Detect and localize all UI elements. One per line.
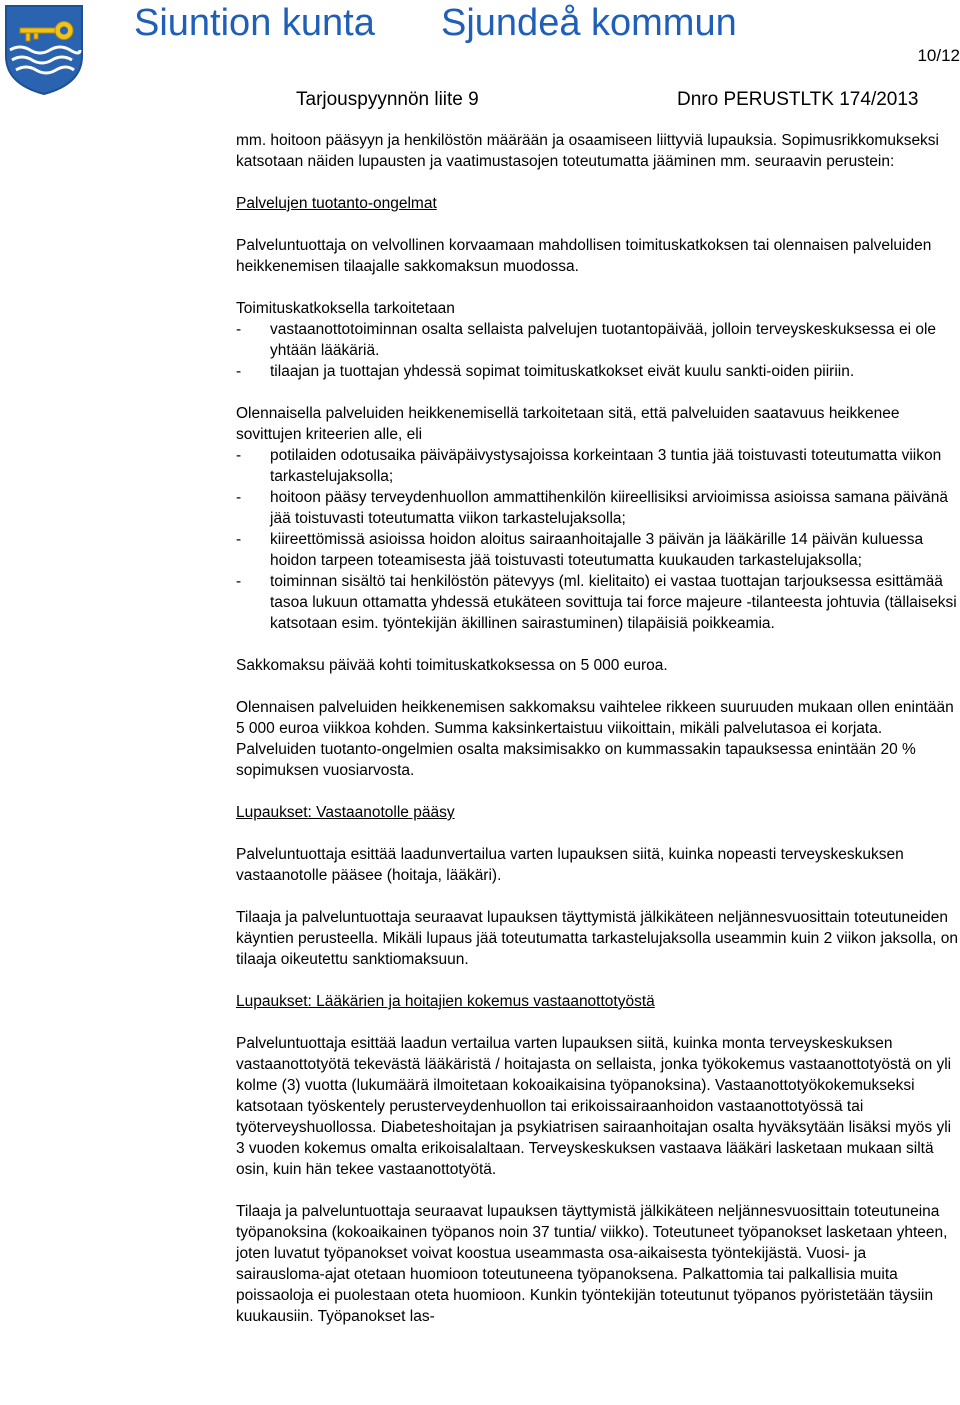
municipality-name-fi: Siuntion kunta — [134, 2, 375, 44]
paragraph: Tilaaja ja palveluntuottaja seuraavat lupauksen täyttymistä jälkikäteen neljännesvuosittain toteutuneina työpanoksina (kokoaikainen työpanos noin 37 tuntia/ viikko). Toteutuneet työpanokset lasketaan yhteen, joten luvatut työpanokset voivat koostua useammasta osa-aikaisesta työntekijästä. Vuosi- ja sairausloma-ajat otetaan huomioon toteutuneena työpanoksena. Palkattomia tai palkallisia muita poissaoloja ei puolestaan oteta huomioon. Kunkin työntekijän toteutunut työpanos pyöristetään täysiin kuukausiin. Työpanokset las- — [236, 1203, 948, 1325]
list-item: - vastaanottotoiminnan osalta sellaista palvelujen tuotantopäivää, jolloin terveyskeskuksessa ei ole yhtään lääkäriä. — [236, 321, 937, 359]
page-header — [0, 0, 960, 118]
paragraph: Sakkomaksu päivää kohti toimituskatkoksessa on 5 000 euroa. — [236, 657, 668, 674]
page-number: 10/12 — [917, 46, 960, 65]
list-item: - potilaiden odotusaika päiväpäivystysajoissa korkeintaan 3 tuntia jää toistuvasti toteutumatta viikon tarkastelujaksolla; — [236, 447, 942, 485]
document-reference: Dnro PERUSTLTK 174/2013 — [677, 89, 919, 110]
paragraph: Olennaisen palveluiden heikkenemisen sakkomaksu vaihtelee rikkeen suuruuden mukaan ollen enintään 5 000 euroa viikkoa kohden. Summa kaksinkertaistuu viikoittain, mikäli palvelutasoa ei korjata. Palveluiden tuotanto-ongelmien osalta maksimisakko on kummassakin tapauksessa enintään 20 % sopimuksen vuosiarvosta. — [236, 699, 954, 779]
coat-of-arms-icon — [4, 4, 84, 96]
paragraph: Tilaaja ja palveluntuottaja seuraavat lupauksen täyttymistä jälkikäteen neljännesvuosittain toteutuneiden käyntien perusteella. Mikäli lupaus jää toteutumatta tarkastelujaksolla useammin kuin 2 viikon jaksolla, on tilaaja oikeutettu sanktiomaksuun. — [236, 909, 958, 968]
list-item: - toiminnan sisältö tai henkilöstön pätevyys (ml. kielitaito) ei vastaa tuottajan tarjouksessa esittämää tasoa lukuun ottamatta yhdessä etukäteen sovittuja tai force majeure -tilanteesta johtuvia (tällaiseksi katsotaan esim. työntekijän äkillinen sairastuminen) tilapäisiä poikkeamia. — [236, 573, 957, 632]
list-item: - tilaajan ja tuottajan yhdessä sopimat toimituskatkokset eivät kuulu sankti-oiden piiriin. — [236, 363, 855, 380]
section-heading: Lupaukset: Vastaanotolle pääsy — [236, 804, 455, 821]
paragraph: Palveluntuottaja on velvollinen korvaamaan mahdollisen toimituskatkoksen tai olennaisen palveluiden heikkenemisen tilaajalle sakkomaksun muodossa. — [236, 237, 932, 275]
paragraph: Toimituskatkoksella tarkoitetaan — [236, 300, 455, 317]
document-title: Tarjouspyynnön liite 9 — [296, 89, 479, 110]
paragraph: Palveluntuottaja esittää laadun vertailua varten lupauksen siitä, kuinka monta terveyskeskuksen vastaanottotyötä tekevästä lääkäristä / hoitajasta on sellaista, jonka työkokemus vastaanottotyöstä on yli kolme (3) vuotta (lukumäärä ilmoitetaan kokoaikaisina työpanoksina). Vastaanottotyökokemukseksi katsotaan työskentely perusterveydenhuollon tai erikoissairaanhoidon vastaanottotyössä tai työterveyshuollossa. Diabeteshoitajan ja psykiatrisen sairaanhoitajan osalta hyväksytään lisäksi myös yli 3 vuoden kokemus omalta erikoisalaltaan. Terveyskeskuksen vastaava lääkäri lasketaan mukaan siltä osin, kuin hän tekee vastaanottotyötä. — [236, 1035, 952, 1178]
paragraph: Olennaisella palveluiden heikkenemisellä tarkoitetaan sitä, että palveluiden saatavuus heikkenee sovittujen kriteerien alle, eli — [236, 405, 900, 443]
municipality-name-sv: Sjundeå kommun — [441, 2, 737, 44]
list-item: - kiireettömissä asioissa hoidon aloitus sairaanhoitajalle 3 päivän ja lääkärille 14 päivän kuluessa hoidon tarpeen toteamisesta jää toistuvasti toteutumatta kuukauden tarkastelujaksolla; — [236, 531, 924, 569]
section-heading: Lupaukset: Lääkärien ja hoitajien kokemus vastaanottotyöstä — [236, 993, 655, 1010]
paragraph: Palveluntuottaja esittää laadunvertailua varten lupauksen siitä, kuinka nopeasti terveyskeskuksen vastaanotolle pääsee (hoitaja, lääkäri). — [236, 846, 904, 884]
list-item: - hoitoon pääsy terveydenhuollon ammattihenkilön kiireellisiksi arvioimissa asioissa samana päivänä jää toistuvasti toteutumatta viikon tarkastelujaksolla; — [236, 489, 949, 527]
paragraph: mm. hoitoon pääsyyn ja henkilöstön määrään ja osaamiseen liittyviä lupauksia. Sopimusrikkomukseksi katsotaan näiden lupausten ja vaatimustasojen toteutumatta jääminen mm. seuraavin perustein: — [236, 132, 940, 170]
section-heading: Palvelujen tuotanto-ongelmat — [236, 195, 437, 212]
document-body — [236, 130, 958, 1327]
